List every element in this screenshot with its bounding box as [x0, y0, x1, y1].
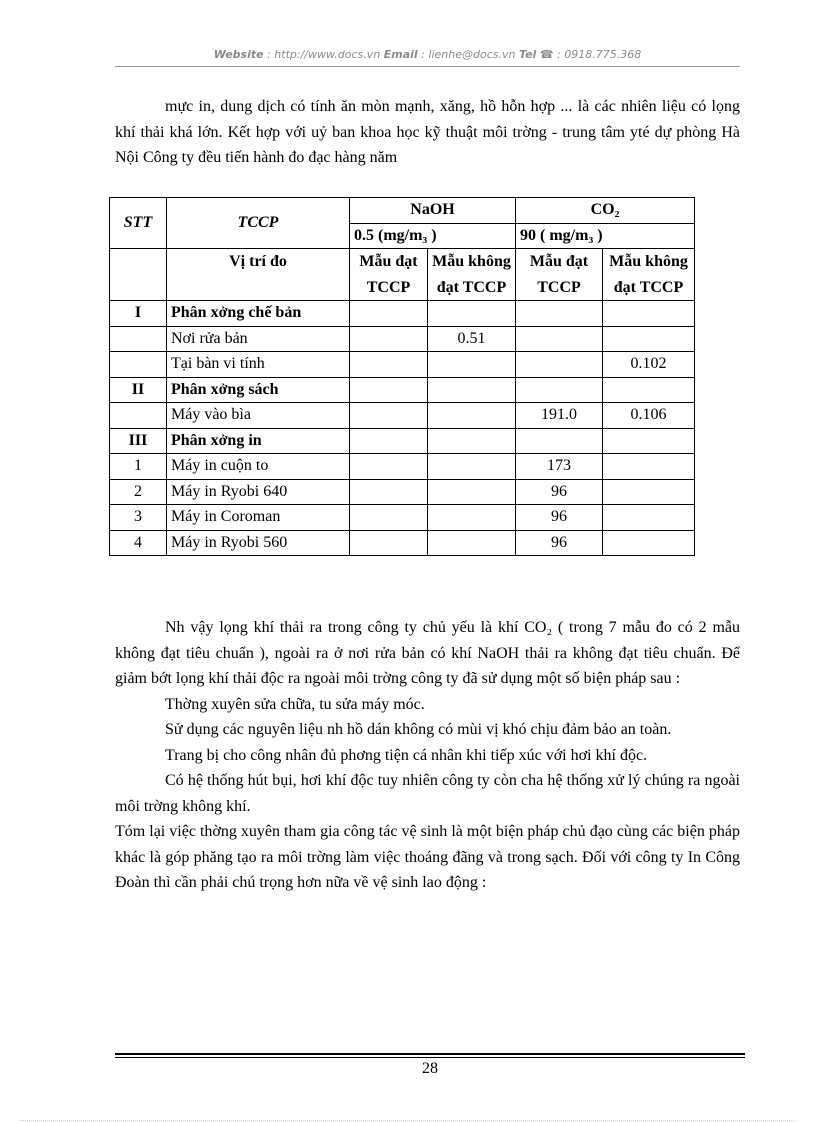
co2-limit: 90 ( mg/m₃ ) [516, 223, 695, 249]
table-row [110, 530, 695, 556]
website-label: Website [213, 48, 264, 61]
row-naoh-pass [350, 530, 428, 556]
intro-paragraph: mực in, dung dịch có tính ăn mòn mạnh, xăng, hồ hỗn hợp ... là các nhiên liệu có lọng khí thải khá lớn. Kết hợp với uỷ ban khoa học kỹ thuật môi trờng - trung tâm yté dự phòng Hà Nội Công ty đều tiến hành đo đạc hàng năm [115, 98, 740, 166]
row-naoh-pass [350, 505, 428, 531]
row-co2-pass [516, 377, 603, 403]
row-co2-fail [603, 301, 695, 327]
table-subheader-row [110, 249, 695, 301]
table-row [110, 479, 695, 505]
row-naoh-pass [350, 326, 428, 352]
page-header [115, 48, 740, 61]
row-stt: 2 [110, 479, 167, 505]
page-number: 28 [422, 1060, 438, 1077]
table-row [110, 301, 695, 327]
row-name: Máy in Ryobi 560 [167, 530, 350, 556]
row-naoh-pass [350, 454, 428, 480]
email-label: Email [383, 48, 418, 61]
paragraph-measure-1: Thờng xuyên sửa chữa, tu sửa máy móc. [165, 695, 425, 713]
row-co2-pass: 96 [516, 505, 603, 531]
row-co2-fail [603, 377, 695, 403]
naoh-limit: 0.5 (mg/m₃ ) [350, 223, 516, 249]
row-naoh-fail [428, 454, 516, 480]
row-co2-pass: 96 [516, 530, 603, 556]
row-name: Nơi rửa bản [167, 326, 350, 352]
row-stt: 3 [110, 505, 167, 531]
tel-label: Tel [518, 48, 537, 61]
row-stt [110, 352, 167, 378]
row-co2-fail [603, 326, 695, 352]
table-header-row [110, 198, 695, 224]
table-row [110, 428, 695, 454]
tccp-header: TCCP [167, 198, 350, 249]
phone-icon: ☎ [539, 48, 554, 61]
row-co2-pass: 173 [516, 454, 603, 480]
stt-header: STT [110, 198, 167, 249]
row-co2-pass [516, 301, 603, 327]
row-co2-fail [603, 454, 695, 480]
row-naoh-fail [428, 479, 516, 505]
row-naoh-fail [428, 505, 516, 531]
row-stt: III [110, 428, 167, 454]
row-naoh-fail [428, 301, 516, 327]
naoh-fail-header: Mẫu không đạt TCCP [428, 249, 516, 301]
header-divider [115, 66, 740, 67]
paragraph-measure-4: Có hệ thống hút bụi, hơi khí độc tuy nhiên công ty còn cha hệ thống xử lý chúng ra ngoài môi trờng không khí. [115, 772, 740, 815]
co2-fail-header: Mẫu không đạt TCCP [603, 249, 695, 301]
table-row [110, 505, 695, 531]
row-co2-fail: 0.106 [603, 403, 695, 429]
row-stt [110, 403, 167, 429]
row-name: Phân xởng in [167, 428, 350, 454]
row-name: Máy vào bìa [167, 403, 350, 429]
body-text [115, 615, 740, 896]
row-name: Phân xởng sách [167, 377, 350, 403]
row-name: Máy in Ryobi 640 [167, 479, 350, 505]
row-naoh-fail [428, 530, 516, 556]
row-naoh-fail: 0.51 [428, 326, 516, 352]
row-naoh-pass [350, 352, 428, 378]
website-value: : http://www.docs.vn [263, 48, 384, 61]
row-name: Phân xởng chế bản [167, 301, 350, 327]
location-header: Vị trí đo [167, 249, 350, 301]
table-row [110, 326, 695, 352]
row-stt: II [110, 377, 167, 403]
row-naoh-fail [428, 352, 516, 378]
stt-blank [110, 249, 167, 301]
measurement-table [109, 197, 695, 556]
row-co2-fail: 0.102 [603, 352, 695, 378]
row-co2-pass [516, 428, 603, 454]
row-stt: 4 [110, 530, 167, 556]
table-row [110, 352, 695, 378]
row-naoh-pass [350, 479, 428, 505]
paragraph-measure-3: Trang bị cho công nhân đủ phơng tiện cá nhân khi tiếp xúc với hơi khí độc. [165, 746, 648, 764]
footer-divider-thick [115, 1053, 745, 1055]
naoh-pass-header: Mẫu đạt TCCP [350, 249, 428, 301]
row-co2-fail [603, 505, 695, 531]
row-naoh-fail [428, 428, 516, 454]
row-co2-fail [603, 428, 695, 454]
row-stt: 1 [110, 454, 167, 480]
row-name: Máy in cuộn to [167, 454, 350, 480]
table-row [110, 403, 695, 429]
row-stt: I [110, 301, 167, 327]
row-co2-pass: 96 [516, 479, 603, 505]
footer-divider-thin [115, 1057, 745, 1058]
row-co2-pass: 191.0 [516, 403, 603, 429]
co2-header: CO₂ [516, 198, 695, 224]
row-naoh-pass [350, 377, 428, 403]
row-naoh-pass [350, 403, 428, 429]
paragraph-conclusion: Tóm lại việc thờng xuyên tham gia công tác vệ sinh là một biện pháp chủ đạo cùng các biện pháp khác là góp phăng tạo ra môi trờng làm việc thoáng đãng và trong sạch. Đối với công ty In Công Đoàn thì cần phải chú trọng hơn nữa về vệ sinh lao động : [115, 823, 740, 891]
row-naoh-fail [428, 377, 516, 403]
paragraph-measure-2: Sử dụng các nguyên liệu nh hồ dán không có mùi vị khó chịu đảm bảo an toàn. [165, 721, 672, 738]
table-row [110, 377, 695, 403]
tel-value: : 0918.775.368 [553, 48, 642, 61]
row-stt [110, 326, 167, 352]
paragraph-summary: Nh vậy lọng khí thải ra trong công ty chủ yếu là khí CO₂ ( trong 7 mẫu đo có 2 mẫu không đạt tiêu chuẩn ), ngoài ra ở nơi rửa bản có khí NaOH thải ra không đạt tiêu chuẩn. Để giảm bớt lọng khí thải độc ra ngoài môi trờng công ty đã sử dụng một số biện pháp sau : [115, 619, 740, 687]
page-edge-dots [20, 1120, 796, 1121]
row-naoh-fail [428, 403, 516, 429]
row-naoh-pass [350, 428, 428, 454]
co2-pass-header: Mẫu đạt TCCP [516, 249, 603, 301]
row-naoh-pass [350, 301, 428, 327]
table-row [110, 454, 695, 480]
row-name: Máy in Coroman [167, 505, 350, 531]
row-co2-pass [516, 326, 603, 352]
row-name: Tại bàn vi tính [167, 352, 350, 378]
naoh-header: NaOH [350, 198, 516, 224]
row-co2-fail [603, 530, 695, 556]
row-co2-pass [516, 352, 603, 378]
email-value: : lienhe@docs.vn [417, 48, 519, 61]
row-co2-fail [603, 479, 695, 505]
